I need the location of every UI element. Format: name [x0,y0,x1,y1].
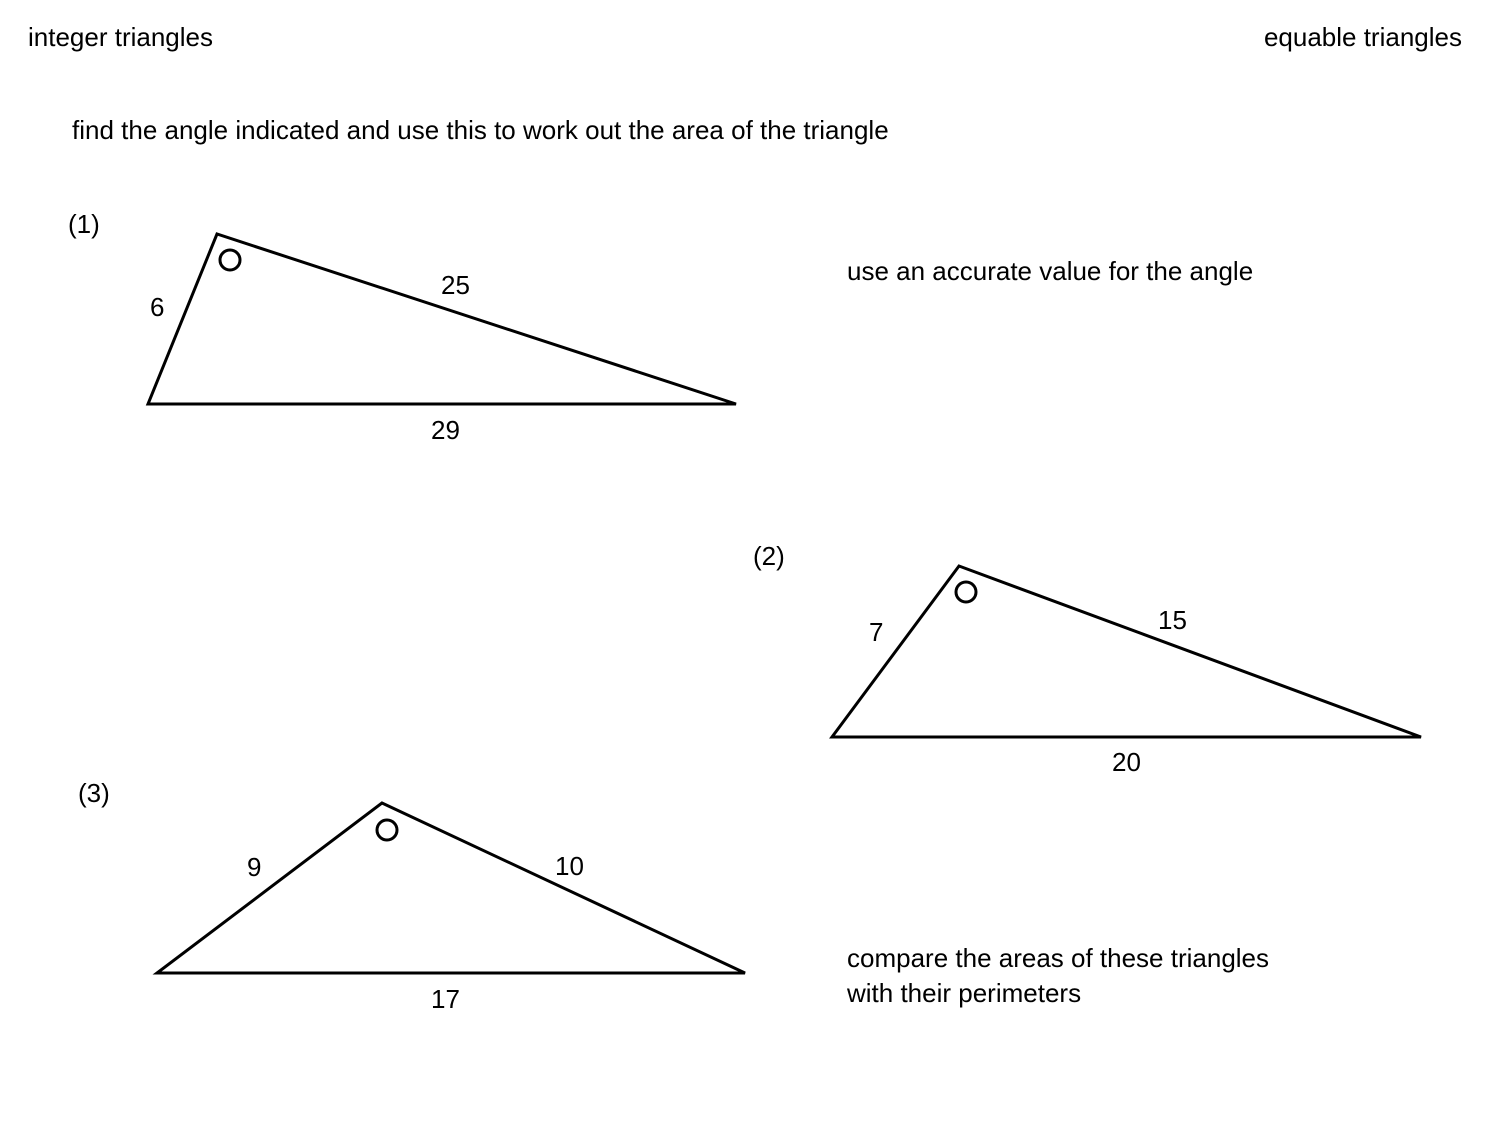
triangle-3 [78,778,745,1014]
triangle-3-shape [157,803,745,973]
triangle-1-angle-marker [220,250,240,270]
triangle-1 [68,209,736,445]
triangle-1-side-base: 29 [431,415,460,445]
triangle-3-angle-marker [377,820,397,840]
triangle-2 [753,541,1421,777]
triangle-1-label: (1) [68,209,100,239]
triangle-2-label: (2) [753,541,785,571]
triangle-3-side-base: 17 [431,984,460,1014]
triangle-1-shape [148,234,736,404]
instruction-text: find the angle indicated and use this to work out the area of the triangle [72,115,889,145]
hint-text: use an accurate value for the angle [847,256,1254,286]
compare-line-2: with their perimeters [847,978,1082,1008]
header-title-left: integer triangles [28,22,213,52]
triangle-2-shape [832,566,1421,737]
triangle-2-side-right: 15 [1158,605,1187,635]
triangle-3-side-left: 9 [247,852,262,882]
triangle-2-side-left: 7 [869,617,884,647]
compare-line-1: compare the areas of these triangles [847,943,1270,973]
triangle-3-side-right: 10 [555,851,584,881]
triangle-3-label: (3) [78,778,110,808]
triangle-2-side-base: 20 [1112,747,1141,777]
header-title-right: equable triangles [1263,22,1462,52]
triangle-1-side-right: 25 [441,270,470,300]
triangle-2-angle-marker [956,582,976,602]
triangle-1-side-left: 6 [150,292,165,322]
